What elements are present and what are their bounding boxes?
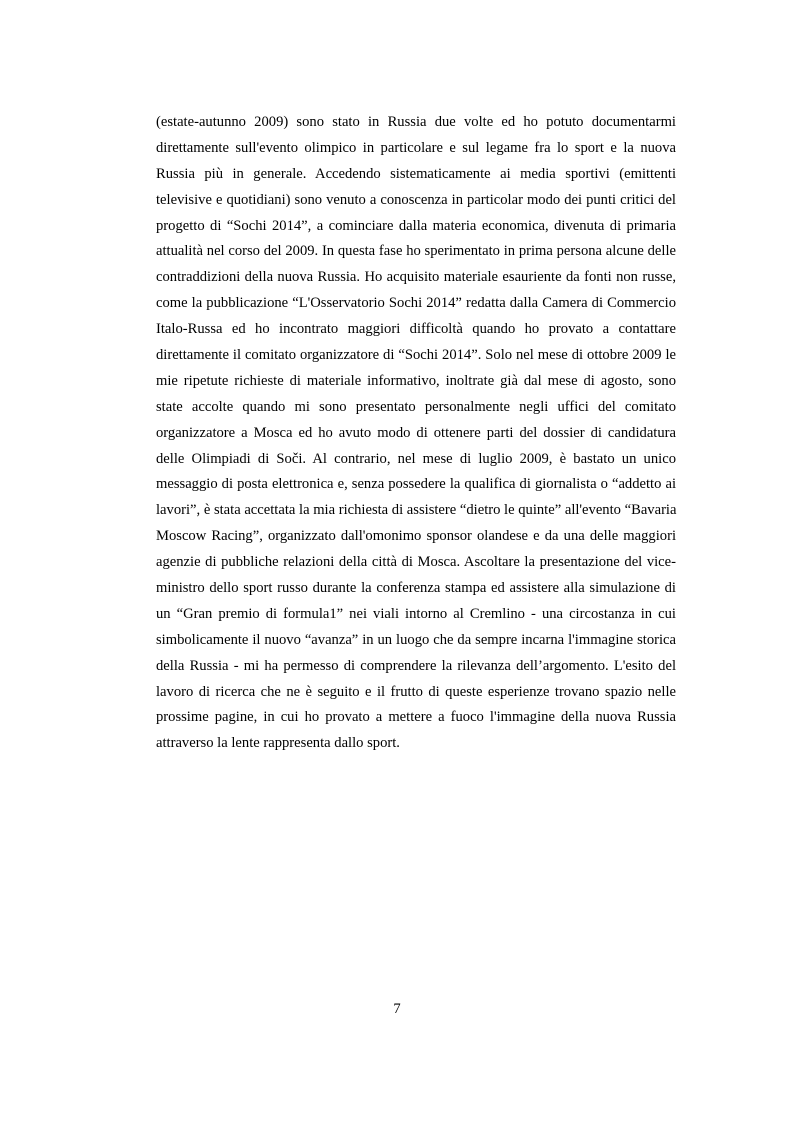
paragraph-line: organizzatore a Mosca ed ho avuto modo di ottenere parti del dossier di candidatura <box>156 424 676 441</box>
paragraph-line: messaggio di posta elettronica e, senza possedere la qualifica di giornalista o “addetto ai <box>156 476 676 493</box>
paragraph-line: ministro dello sport russo durante la conferenza stampa ed assistere alla simulazione di <box>156 580 676 597</box>
paragraph-line: televisive e quotidiani) sono venuto a conoscenza in particolar modo dei punti critici del <box>156 191 676 208</box>
paragraph-line: (estate-autunno 2009) sono stato in Russia due volte ed ho potuto documentarmi <box>156 114 676 130</box>
paragraph-line: attualità nel corso del 2009. In questa fase ho sperimentato in prima persona alcune delle <box>156 243 676 260</box>
body-paragraph <box>156 110 676 757</box>
paragraph-line: come la pubblicazione “L'Osservatorio Sochi 2014” redatta dalla Camera di Commercio <box>156 295 676 312</box>
paragraph-line: delle Olimpiadi di Soči. Al contrario, nel mese di luglio 2009, è bastato un unico <box>156 450 676 467</box>
page-number: 7 <box>393 1001 401 1017</box>
paragraph-line: state accolte quando mi sono presentato personalmente negli uffici del comitato <box>156 398 676 415</box>
paragraph-line: agenzie di pubbliche relazioni della città di Mosca. Ascoltare la presentazione del vice- <box>156 554 676 571</box>
paragraph-line: lavori”, è stata accettata la mia richiesta di assistere “dietro le quinte” all'evento “Bavaria <box>156 502 677 519</box>
paragraph-line: progetto di “Sochi 2014”, a cominciare dalla materia economica, divenuta di primaria <box>156 217 676 234</box>
paragraph-line: Russia più in generale. Accedendo sistematicamente ai media sportivi (emittenti <box>156 165 676 182</box>
paragraph-line: della Russia - mi ha permesso di comprendere la rilevanza dell’argomento. L'esito del <box>156 657 676 674</box>
paragraph-line: contraddizioni della nuova Russia. Ho acquisito materiale esauriente da fonti non russe, <box>156 269 676 286</box>
paragraph-line: attraverso la lente rappresenta dallo sport. <box>156 735 400 752</box>
paragraph-line: Italo-Russa ed ho incontrato maggiori difficoltà quando ho provato a contattare <box>156 321 676 338</box>
paragraph-line: prossime pagine, in cui ho provato a mettere a fuoco l'immagine della nuova Russia <box>156 709 676 726</box>
paragraph-line: un “Gran premio di formula1” nei viali intorno al Cremlino - una circostanza in cui <box>156 605 676 622</box>
paragraph-line: direttamente sull'evento olimpico in particolare e sul legame fra lo sport e la nuova <box>156 139 676 156</box>
paragraph-line: lavoro di ricerca che ne è seguito e il frutto di queste esperienze trovano spazio nelle <box>156 683 676 700</box>
paragraph-line: direttamente il comitato organizzatore di “Sochi 2014”. Solo nel mese di ottobre 2009 le <box>156 347 676 364</box>
paragraph-line: simbolicamente il nuovo “avanza” in un luogo che da sempre incarna l'immagine storica <box>156 631 676 648</box>
paragraph-line: mie ripetute richieste di materiale informativo, inoltrate già dal mese di agosto, sono <box>156 372 676 389</box>
paragraph-line: Moscow Racing”, organizzato dall'omonimo sponsor olandese e da una delle maggiori <box>156 528 676 545</box>
